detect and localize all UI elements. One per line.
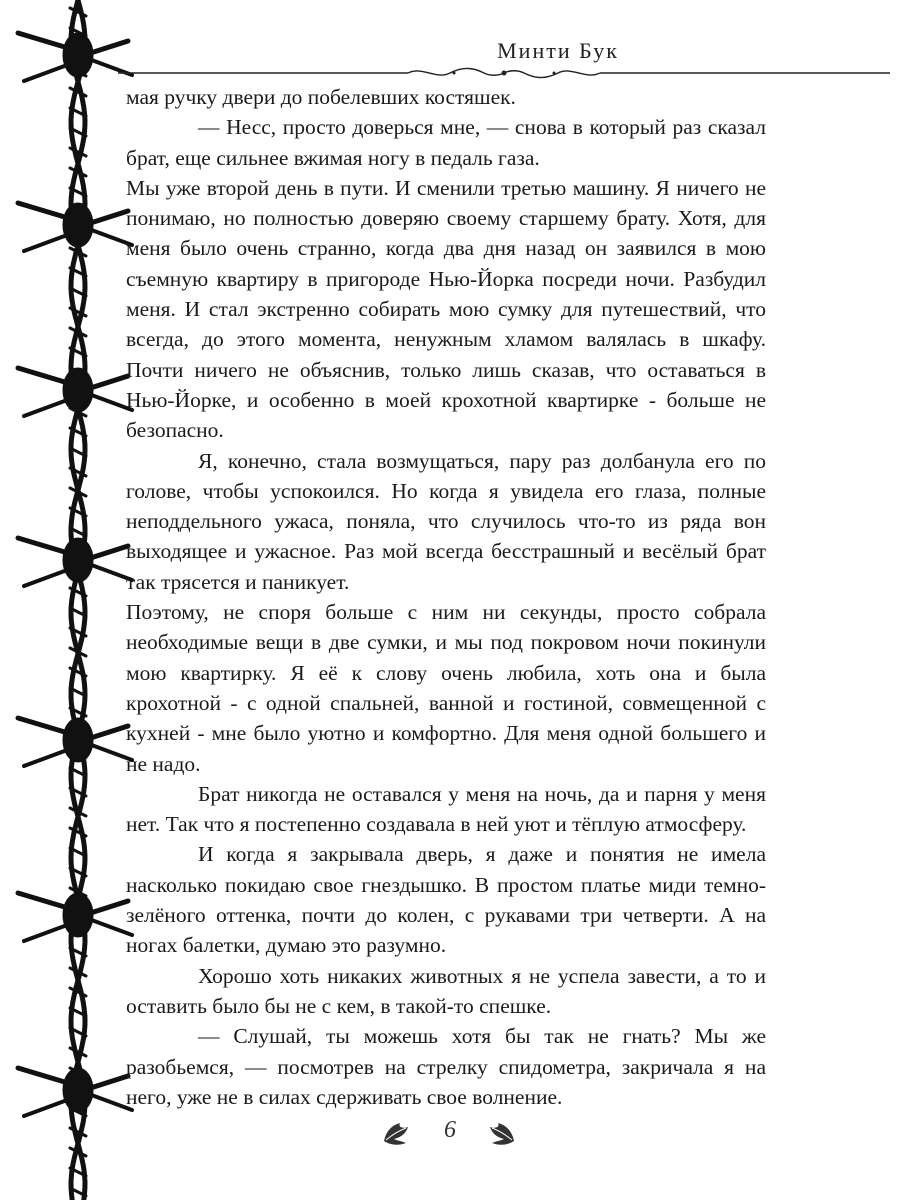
- header-author: Минти Бук: [497, 38, 619, 63]
- paragraph: Мы уже второй день в пути. И сменили третью машину. Я ничего не понимаю, но полностью доверяю своему старшему брату. Хотя, для меня было очень странно, когда два дня назад он заявился в мою съемную квартиру в пригороде Нью-Йорка посреди ночи. Разбудил меня. И стал экстренно собирать мою сумку для путешествий, что всегда, до этого момента, ненужным хламом валялась в шкафу. Почти ничего не объяснив, только лишь сказав, что оставаться в Нью-Йорке, и особенно в моей крохотной квартирке - больше не безопасно.: [126, 175, 766, 443]
- page-footer: [380, 1115, 520, 1155]
- paragraph: — Слушай, ты можешь хотя бы так не гнать? Мы же разобьемся, — посмотрев на стрелку спидометра, закричала я на него, уже не в силах сдерживать свое волнение.: [126, 1024, 766, 1109]
- paragraph: И когда я закрывала дверь, я даже и понятия не имела насколько покидаю свое гнездышко. В простом платье миди темно-зелёного оттенка, почти до колен, с рукавами три четверти. А на ногах балетки, думаю это разумно.: [126, 842, 766, 958]
- page-number: 6: [444, 1117, 456, 1143]
- paragraph: Брат никогда не оставался у меня на ночь, да и парня у меня нет. Так что я постепенно создавала в ней уют и тёплую атмосферу.: [126, 781, 766, 837]
- body-text: [126, 82, 766, 1112]
- paragraph: мая ручку двери до побелевших костяшек.: [126, 85, 516, 109]
- running-header: [118, 30, 890, 80]
- leaf-ornament-icon: [484, 1119, 518, 1147]
- wire-strands: [70, 0, 86, 1200]
- paragraph: — Несс, просто доверься мне, — снова в который раз сказал брат, еще сильнее вжимая ногу в педаль газа.: [126, 115, 766, 170]
- paragraph: Поэтому, не споря больше с ним ни секунды, просто собрала необходимые вещи в две сумки, и мы под покровом ночи покинули мою квартирку. Я её к слову очень любила, хоть она и была крохотной - с одной спальней, ванной и гостиной, совмещенной с кухней - мне было уютно и комфортно. Для меня одной большего и не надо.: [126, 600, 766, 776]
- header-ornament-rule: [118, 66, 890, 80]
- paragraph: Хорошо хоть никаких животных я не успела завести, а то и оставить было бы не с кем, в такой-то спешке.: [126, 963, 766, 1018]
- paragraph: Я, конечно, стала возмущаться, пару раз долбанула его по голове, чтобы успокоился. Но когда я увидела его глаза, полные неподдельного ужаса, поняла, что случилось что-то из ряда вон выходящее и ужасное. Раз мой всегда бесстрашный и весёлый брат так трясется и паникует.: [126, 448, 766, 594]
- leaf-ornament-icon: [380, 1119, 414, 1147]
- wire-barbs: [18, 33, 132, 1116]
